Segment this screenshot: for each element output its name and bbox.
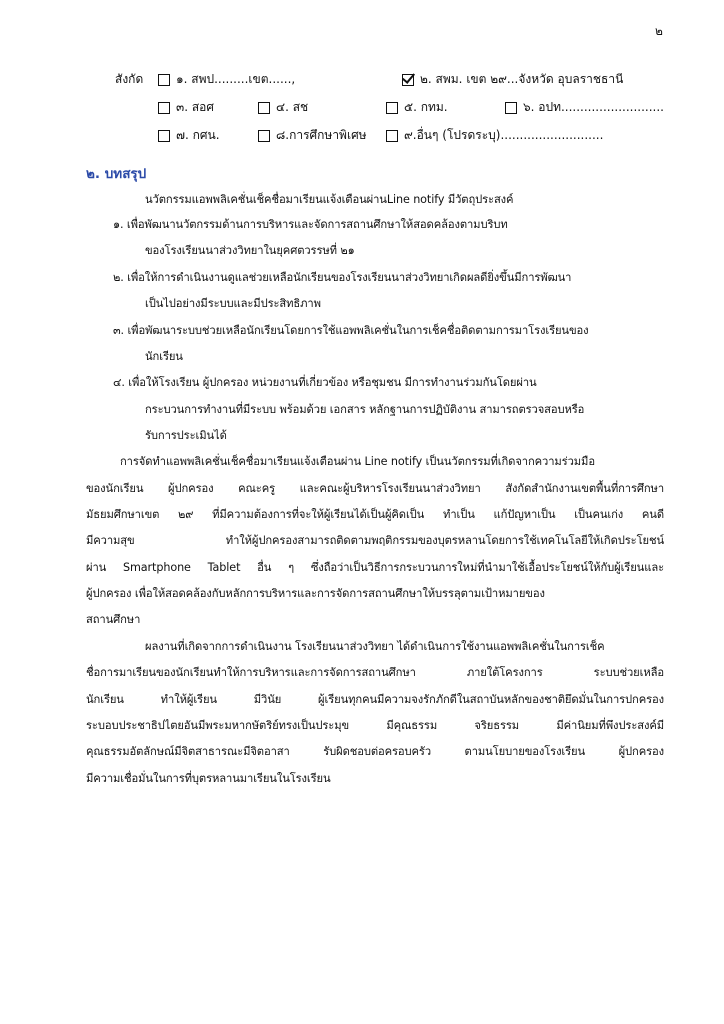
- objective-line: กระบวนการทำงานที่มีระบบ พร้อมด้วย เอกสาร หลักฐานการปฏิบัติงาน สามารถตรวจสอบหรือ: [145, 403, 585, 416]
- option-label: ๙.อื่นๆ (โปรดระบุ)...........................: [404, 128, 604, 142]
- checkbox-icon: [158, 130, 170, 142]
- section-heading: ๒. บทสรุป: [86, 166, 147, 182]
- paragraph-line: การจัดทำแอพพลิเคชั่นเช็คชื่อมาเรียนแจ้งเตือนผ่าน Line notify เป็นนวัตกรรมที่เกิดจากความร่วมมือ: [120, 455, 595, 468]
- option-label: ๒. สพม. เขต ๒๙...จังหวัด อุบลราชธานี: [420, 72, 624, 86]
- option-label: ๑. สพป.........เขต......,: [176, 72, 296, 86]
- option-nfe[interactable]: [158, 126, 220, 145]
- checkbox-icon: [505, 102, 517, 114]
- paragraph-line: ผู้ปกครอง เพื่อให้สอดคล้องกับหลักการบริหารและการจัดการสถานศึกษาให้บรรลุตามเป้าหมายของ: [86, 587, 545, 600]
- option-label: ๗. กศน.: [176, 128, 220, 142]
- paragraph-line: ระบอบประชาธิปไตยอันมีพระมหากษัตริย์ทรงเป็นประมุข มีคุณธรรม จริยธรรม มีค่านิยมที่พึงประสงค์มี: [86, 719, 664, 732]
- checkbox-icon: [386, 102, 398, 114]
- option-label: ๖. อปท...........................: [523, 100, 664, 114]
- page-number: ๒: [655, 24, 663, 38]
- paragraph-line: มีความเชื่อมั่นในการที่บุตรหลานมาเรียนในโรงเรียน: [86, 772, 331, 785]
- option-spm[interactable]: [402, 70, 623, 89]
- objective-line: นักเรียน: [145, 350, 183, 363]
- objective-line: ๓. เพื่อพัฒนาระบบช่วยเหลือนักเรียนโดยการใช้แอพพลิเคชั่นในการเช็คชื่อติดตามการมาโรงเรียนของ: [113, 324, 589, 337]
- option-sch[interactable]: [258, 98, 308, 117]
- paragraph-line: นักเรียน ทำให้ผู้เรียน มีวินัย ผู้เรียนทุกคนมีความจงรักภักดีในสถาบันหลักของชาติยึดมั่นในการปกครอง: [86, 693, 664, 706]
- paragraph-line: มัธยมศึกษาเขต ๒๙ ที่มีความต้องการที่จะให้ผู้เรียนได้เป็นผู้คิดเป็น ทำเป็น แก้ปัญหาเป็น เป็นคนเก่ง คนดี: [86, 508, 664, 521]
- paragraph-line: ชื่อการมาเรียนของนักเรียนทำให้การบริหารและการจัดการสถานศึกษา ภายใต้โครงการ ระบบช่วยเหลือ: [86, 666, 664, 679]
- option-label: ๓. สอศ: [176, 100, 214, 114]
- option-spp[interactable]: [158, 70, 295, 89]
- checkbox-icon: [158, 74, 170, 86]
- checkbox-icon: [258, 130, 270, 142]
- objective-line: เป็นไปอย่างมีระบบและมีประสิทธิภาพ: [145, 297, 321, 310]
- paragraph-line: สถานศึกษา: [86, 613, 141, 626]
- option-lao[interactable]: [505, 98, 664, 117]
- objective-line: ของโรงเรียนนาส่วงวิทยาในยุคศตวรรษที่ ๒๑: [145, 244, 355, 257]
- objective-line: ๔. เพื่อให้โรงเรียน ผู้ปกครอง หน่วยงานที่เกี่ยวข้อง หรือชุมชน มีการทำงานร่วมกันโดยผ่าน: [113, 376, 537, 389]
- checkbox-checked-icon: [402, 74, 414, 86]
- paragraph-line: ผลงานที่เกิดจากการดำเนินงาน โรงเรียนนาส่วงวิทยา ได้ดำเนินการใช้งานแอพพลิเคชั่นในการเช็ค: [145, 640, 605, 653]
- paragraph-line: นวัตกรรมแอพพลิเคชั่นเช็คชื่อมาเรียนแจ้งเตือนผ่านLine notify มีวัตถุประสงค์: [145, 193, 514, 206]
- option-special-ed[interactable]: [258, 126, 367, 145]
- paragraph-line: ผ่าน Smartphone Tablet อื่น ๆ ซึ่งถือว่าเป็นวิธีการกระบวนการใหม่ที่นำมาใช้เอื้อประโยชน์ให้กับผู้เรียนและ: [86, 561, 664, 574]
- option-bma[interactable]: [386, 98, 448, 117]
- option-label: ๕. กทม.: [404, 100, 448, 114]
- paragraph-line: มีความสุข ทำให้ผู้ปกครองสามารถติดตามพฤติกรรมของบุตรหลานโดยการใช้เทคโนโลยีให้เกิดประโยชน์: [86, 534, 664, 547]
- objective-line: ๒. เพื่อให้การดำเนินงานดูแลช่วยเหลือนักเรียนของโรงเรียนนาส่วงวิทยาเกิดผลดียิ่งขึ้นมีการพัฒนา: [113, 271, 572, 284]
- paragraph-line: คุณธรรมอัตลักษณ์มีจิตสาธารณะมีจิตอาสา รับผิดชอบต่อครอบครัว ตามนโยบายของโรงเรียน ผู้ปกครอง: [86, 745, 664, 758]
- objective-line: รับการประเมินได้: [145, 429, 227, 442]
- checkbox-icon: [258, 102, 270, 114]
- affiliation-label: สังกัด: [115, 72, 144, 86]
- checkbox-icon: [158, 102, 170, 114]
- checkbox-icon: [386, 130, 398, 142]
- option-sos[interactable]: [158, 98, 214, 117]
- option-label: ๔. สช: [276, 100, 309, 114]
- objective-line: ๑. เพื่อพัฒนานวัตกรรมด้านการบริหารและจัดการสถานศึกษาให้สอดคล้องตามบริบท: [113, 218, 508, 231]
- option-label: ๘.การศึกษาพิเศษ: [276, 128, 367, 142]
- paragraph-line: ของนักเรียน ผู้ปกครอง คณะครู และคณะผู้บริหารโรงเรียนนาส่วงวิทยา สังกัดสำนักงานเขตพื้นที่การศึกษา: [86, 482, 664, 495]
- option-other[interactable]: [386, 126, 603, 145]
